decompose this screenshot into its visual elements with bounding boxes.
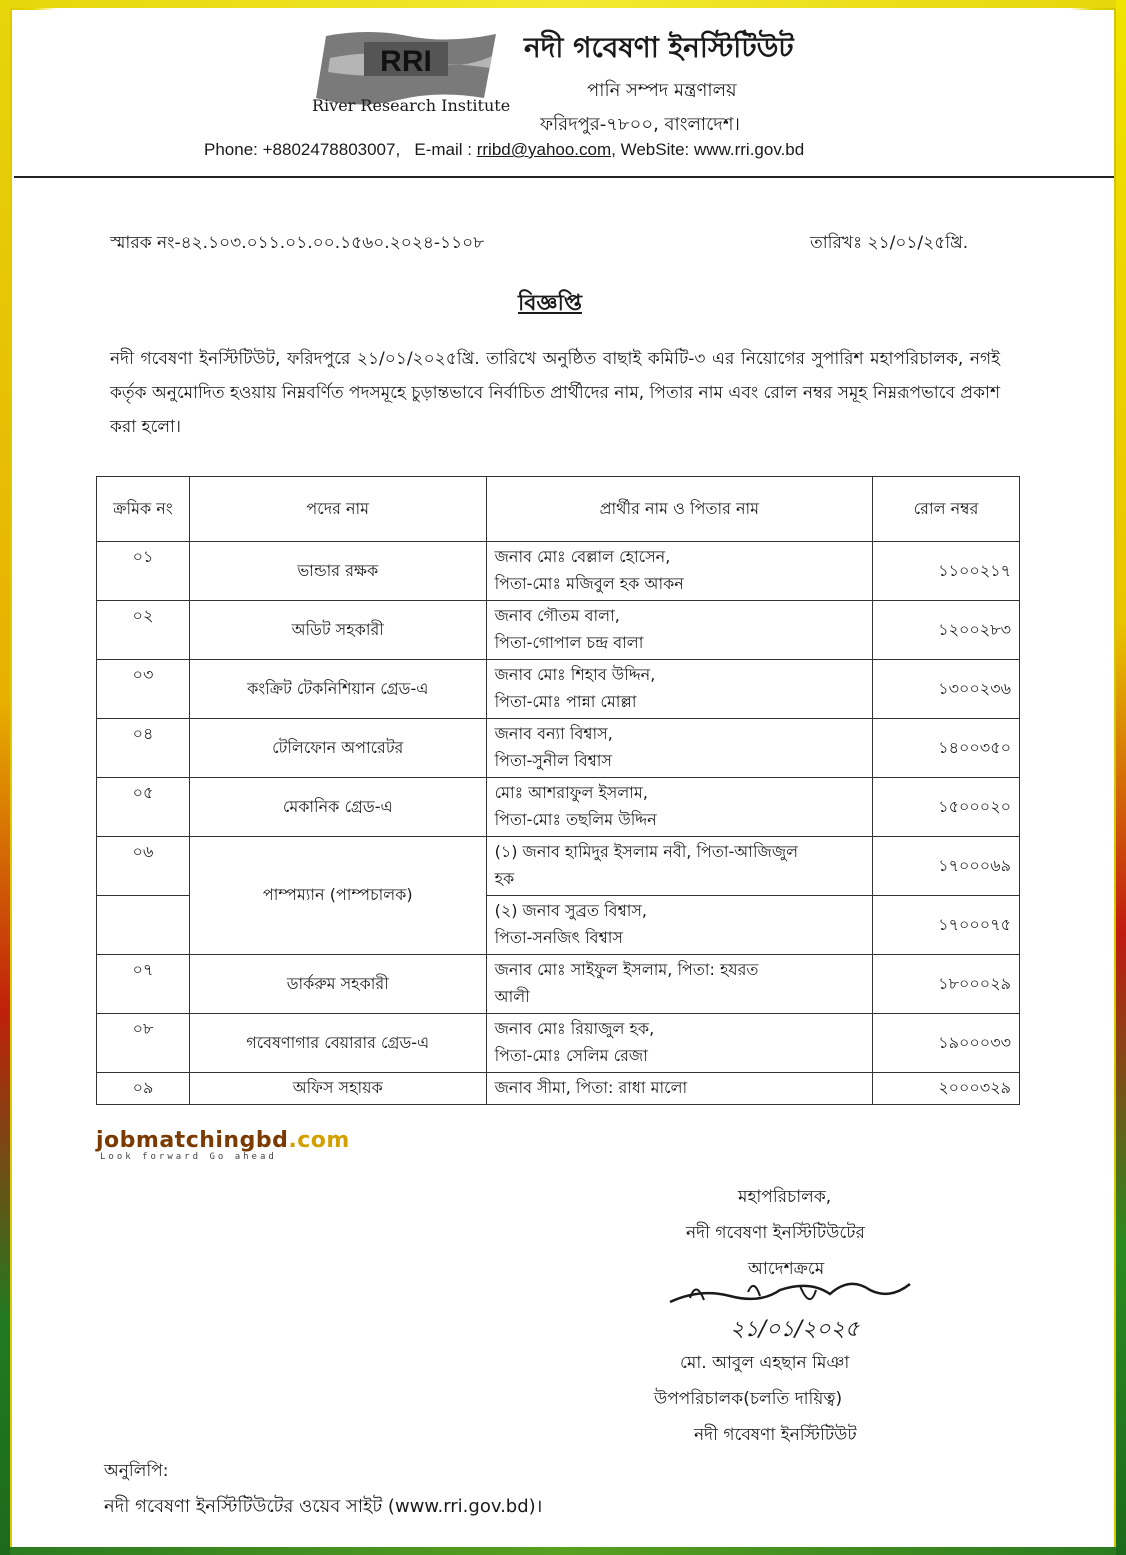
father-name: পিতা-গোপাল চন্দ্র বালা xyxy=(494,633,644,652)
row-roll: ১৫০০০২০ xyxy=(873,778,1020,837)
handwritten-signature xyxy=(660,1270,930,1350)
signed-date: ২১/০১/২০২৫ xyxy=(730,1317,860,1342)
candidate-name: জনাব মোঃ রিয়াজুল হক, xyxy=(494,1019,655,1038)
table-row xyxy=(97,660,1020,719)
logo-text: RRI xyxy=(380,45,432,78)
row-name xyxy=(486,955,872,1014)
signature-line3: আদেশক্রমে xyxy=(748,1259,825,1279)
logo-subtitle: River Research Institute xyxy=(312,96,511,115)
signatory-designation: উপপরিচালক(চলতি দায়িত্ব) xyxy=(654,1389,843,1409)
row-name xyxy=(486,896,872,955)
contact-line xyxy=(204,140,804,160)
father-name: পিতা-মোঃ পান্না মোল্লা xyxy=(494,692,637,711)
notice-title: বিজ্ঞপ্তি xyxy=(518,291,582,316)
copy-label: অনুলিপি: xyxy=(104,1461,169,1481)
signature-line1: মহাপরিচালক, xyxy=(738,1187,832,1207)
row-name xyxy=(486,1073,872,1105)
watermark-main: jobmatchingbd xyxy=(96,1128,289,1153)
phone-label: Phone: xyxy=(204,140,258,159)
table-row xyxy=(97,955,1020,1014)
row-post: অফিস সহায়ক xyxy=(189,1073,486,1105)
row-sl: ০৭ xyxy=(97,955,190,1014)
candidate-name: (২) জনাব সুব্রত বিশ্বাস, xyxy=(494,901,648,920)
row-roll: ১৩০০২৩৬ xyxy=(873,660,1020,719)
row-post: মেকানিক গ্রেড-এ xyxy=(189,778,486,837)
row-roll: ১৮০০০২৯ xyxy=(873,955,1020,1014)
address: ফরিদপুর-৭৮০০, বাংলাদেশ। xyxy=(540,114,740,135)
memo-date: তারিখঃ ২১/০১/২৫খ্রি. xyxy=(810,233,969,253)
header-name: প্রার্থীর নাম ও পিতার নাম xyxy=(486,477,872,542)
row-name xyxy=(486,1014,872,1073)
header-post: পদের নাম xyxy=(189,477,486,542)
father-name: পিতা-সনজিৎ বিশ্বাস xyxy=(494,928,623,947)
signature-line2: নদী গবেষণা ইনস্টিটিউটের xyxy=(686,1223,865,1243)
father-name: হক xyxy=(494,869,515,888)
row-post: টেলিফোন অপারেটর xyxy=(189,719,486,778)
row-sl: ০৫ xyxy=(97,778,190,837)
father-name: পিতা-মোঃ মজিবুল হক আকন xyxy=(494,574,684,593)
row-roll: ২০০০৩২৯ xyxy=(873,1073,1020,1105)
header-sl: ক্রমিক নং xyxy=(97,477,190,542)
email-label: E-mail : xyxy=(414,140,472,159)
row-sl: ০৮ xyxy=(97,1014,190,1073)
candidate-name: জনাব গৌতম বালা, xyxy=(494,606,620,625)
table-header-row xyxy=(97,477,1020,542)
row-name xyxy=(486,719,872,778)
row-name xyxy=(486,542,872,601)
row-post: পাম্পম্যান (পাম্পচালক) xyxy=(189,837,486,955)
father-name: পিতা-মোঃ সেলিম রেজা xyxy=(494,1046,648,1065)
row-name xyxy=(486,660,872,719)
website: , WebSite: www.rri.gov.bd xyxy=(611,140,805,159)
candidate-name: জনাব মোঃ বেল্লাল হোসেন, xyxy=(494,547,671,566)
signatory-name: মো. আবুল এহছান মিঞা xyxy=(680,1353,850,1373)
ministry: পানি সম্পদ মন্ত্রণালয় xyxy=(587,80,737,101)
row-roll: ১১০০২১৭ xyxy=(873,542,1020,601)
row-post: ডার্করুম সহকারী xyxy=(189,955,486,1014)
row-post: গবেষণাগার বেয়ারার গ্রেড-এ xyxy=(189,1014,486,1073)
table-row xyxy=(97,1014,1020,1073)
row-sl xyxy=(97,896,190,955)
row-roll: ১৭০০০৬৯ xyxy=(873,837,1020,896)
row-post: অডিট সহকারী xyxy=(189,601,486,660)
row-sl: ০৯ xyxy=(97,1073,190,1105)
row-roll: ১২০০২৮৩ xyxy=(873,601,1020,660)
frame-right-border xyxy=(1116,0,1126,1555)
candidate-name: জনাব মোঃ শিহাব উদ্দিন, xyxy=(494,665,656,684)
father-name: পিতা-সুনীল বিশ্বাস xyxy=(494,751,612,770)
notice-body: নদী গবেষণা ইনস্টিটিউট, ফরিদপুরে ২১/০১/২০২৫খ্রি. তারিখে অনুষ্ঠিত বাছাই কমিটি-৩ এর নিয়োগের সুপারিশ মহাপরিচালক, নগই কর্তৃক অনুমোদিত হওয়ায় নিম্নবর্ণিত পদসমূহে চুড়ান্তভাবে নির্বাচিত প্রার্থীদের নাম, পিতার নাম এবং রোল নম্বর সমূহ নিম্নরূপভাবে প্রকাশ করা হলো। xyxy=(110,349,1000,437)
row-roll: ১৯০০০৩৩ xyxy=(873,1014,1020,1073)
watermark xyxy=(96,1128,350,1153)
row-sl: ০২ xyxy=(97,601,190,660)
frame-left-border xyxy=(0,0,10,1555)
candidate-name: মোঃ আশরাফুল ইসলাম, xyxy=(494,783,648,802)
frame-bottom-border xyxy=(0,1547,1126,1555)
row-sl: ০৬ xyxy=(97,837,190,896)
row-sl: ০১ xyxy=(97,542,190,601)
row-name xyxy=(486,778,872,837)
row-sl: ০৪ xyxy=(97,719,190,778)
org-name: নদী গবেষণা ইনস্টিটিউট xyxy=(524,31,794,64)
table-row xyxy=(97,542,1020,601)
row-sl: ০৩ xyxy=(97,660,190,719)
row-post: ভান্ডার রক্ষক xyxy=(189,542,486,601)
row-roll: ১৭০০০৭৫ xyxy=(873,896,1020,955)
father-name: পিতা-মোঃ তছলিম উদ্দিন xyxy=(494,810,657,829)
candidate-name: জনাব বন্যা বিশ্বাস, xyxy=(494,724,613,743)
row-name xyxy=(486,837,872,896)
selection-table xyxy=(96,476,1020,1105)
candidate-name: (১) জনাব হামিদুর ইসলাম নবী, পিতা-আজিজুল xyxy=(494,842,799,861)
table-row xyxy=(97,601,1020,660)
row-post: কংক্রিট টেকনিশিয়ান গ্রেড-এ xyxy=(189,660,486,719)
phone-number: +8802478803007, xyxy=(262,140,401,159)
header-roll: রোল নম্বর xyxy=(873,477,1020,542)
email-link[interactable]: rribd@yahoo.com xyxy=(476,140,612,159)
memo-reference: স্মারক নং-৪২.১০৩.০১১.০১.০০.১৫৬০.২০২৪-১১০৮ xyxy=(110,233,485,253)
father-name: আলী xyxy=(494,987,530,1006)
row-roll: ১৪০০৩৫০ xyxy=(873,719,1020,778)
table-row xyxy=(97,1073,1020,1105)
frame-top-border xyxy=(0,0,1126,8)
table-row xyxy=(97,719,1020,778)
table-row xyxy=(97,837,1020,896)
row-name xyxy=(486,601,872,660)
watermark-tagline: Look forward Go ahead xyxy=(100,1152,277,1162)
candidate-name: জনাব মোঃ সাইফুল ইসলাম, পিতা: হযরত xyxy=(494,960,759,979)
header-divider xyxy=(14,176,1114,178)
table-row xyxy=(97,778,1020,837)
candidate-name: জনাব সীমা, পিতা: রাধা মালো xyxy=(494,1078,688,1097)
copy-text: নদী গবেষণা ইনস্টিটিউটের ওয়েব সাইট (www.rri.gov.bd)। xyxy=(104,1496,543,1517)
signatory-org: নদী গবেষণা ইনস্টিটিউট xyxy=(694,1425,857,1445)
watermark-tld: .com xyxy=(288,1128,350,1153)
